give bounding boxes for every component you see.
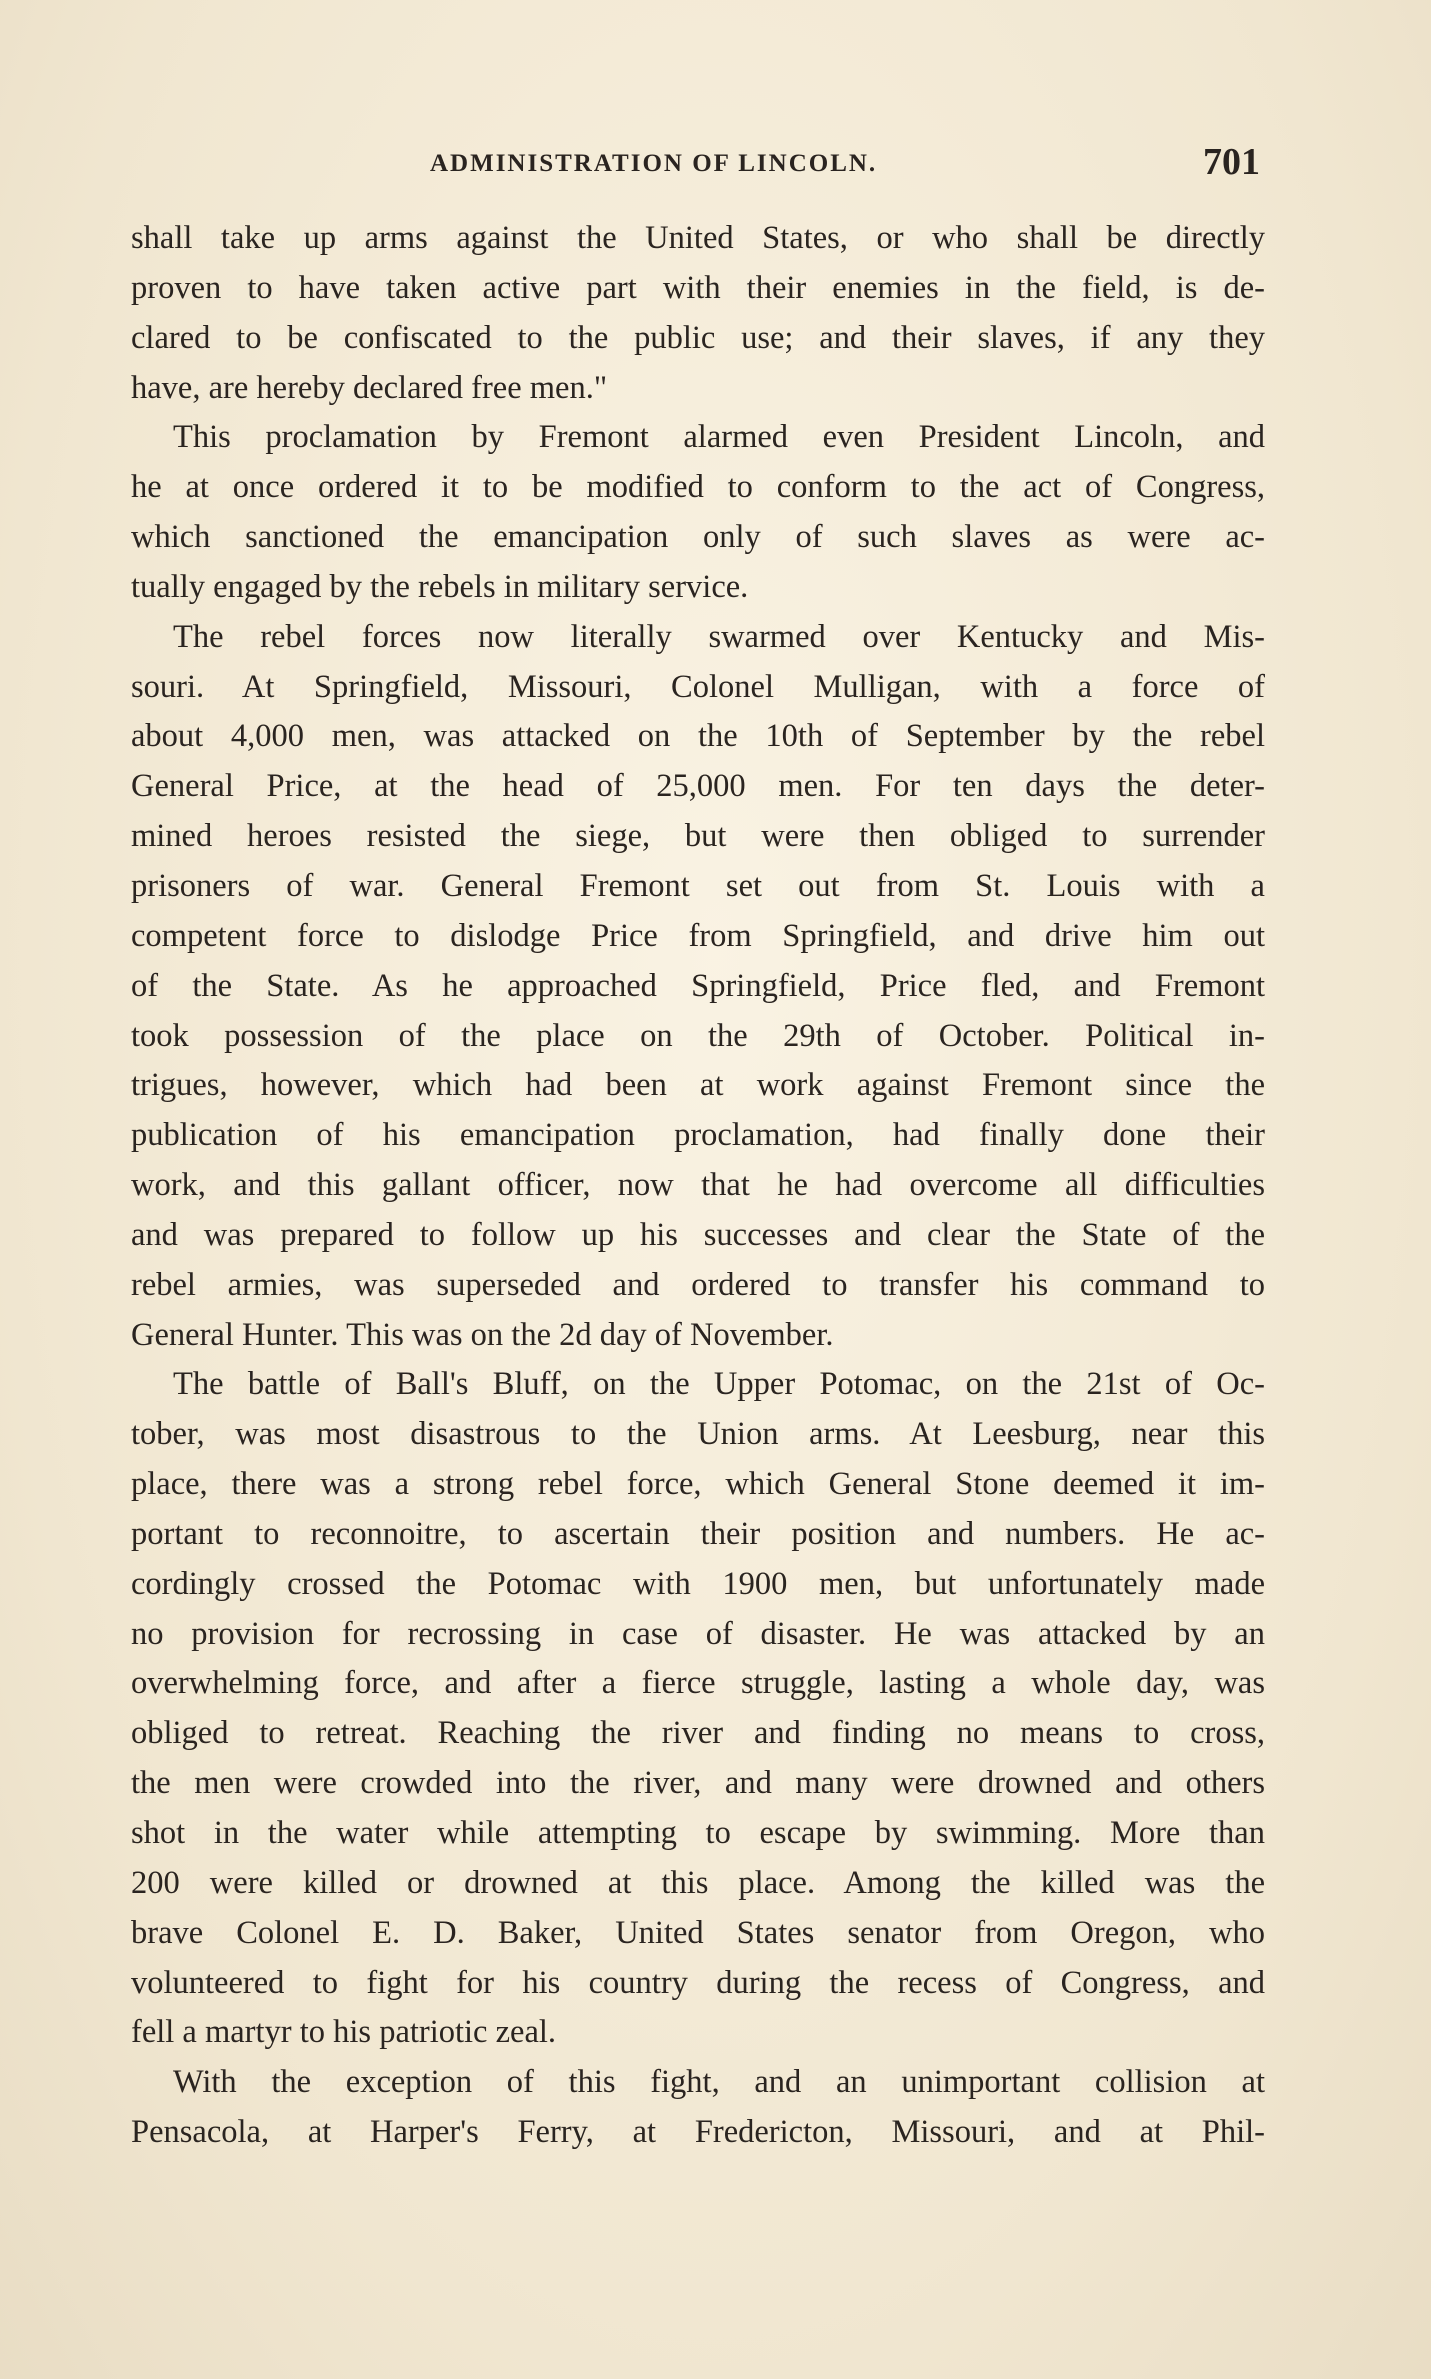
text-line: have, are hereby declared free men." [131, 369, 608, 406]
text-line: brave Colonel E. D. Baker, United States senator from Oregon, who [131, 1914, 1265, 1951]
body-text [131, 214, 1265, 2158]
text-line: obliged to retreat. Reaching the river and finding no means to cross, [131, 1715, 1265, 1752]
text-line: about 4,000 men, was attacked on the 10th of September by the rebel [131, 718, 1265, 755]
text-line: proven to have taken active part with their enemies in the field, is de- [131, 269, 1265, 306]
text-line: cordingly crossed the Potomac with 1900 men, but unfortunately made [131, 1565, 1265, 1602]
text-line: tually engaged by the rebels in military service. [131, 568, 749, 605]
text-line: he at once ordered it to be modified to conform to the act of Congress, [131, 469, 1265, 506]
text-line: work, and this gallant officer, now that he had overcome all difficulties [131, 1167, 1265, 1204]
text-line: trigues, however, which had been at work against Fremont since the [131, 1067, 1265, 1104]
text-line: This proclamation by Fremont alarmed even President Lincoln, and [173, 419, 1265, 456]
text-line: General Price, at the head of 25,000 men. For ten days the deter- [131, 768, 1265, 805]
text-line: Pensacola, at Harper's Ferry, at Fredericton, Missouri, and at Phil- [131, 2114, 1265, 2151]
text-line: publication of his emancipation proclamation, had finally done their [131, 1117, 1265, 1154]
text-line: which sanctioned the emancipation only of such slaves as were ac- [131, 519, 1265, 556]
text-line: fell a martyr to his patriotic zeal. [131, 2014, 557, 2051]
text-line: took possession of the place on the 29th of October. Political in- [131, 1017, 1265, 1054]
text-line: shot in the water while attempting to escape by swimming. More than [131, 1815, 1265, 1851]
text-line: overwhelming force, and after a fierce struggle, lasting a whole day, was [131, 1665, 1265, 1702]
text-line: rebel armies, was superseded and ordered to transfer his command to [131, 1266, 1265, 1303]
text-line: prisoners of war. General Fremont set out from St. Louis with a [131, 867, 1265, 904]
text-line: of the State. As he approached Springfield, Price fled, and Fremont [131, 967, 1265, 1004]
text-line: volunteered to fight for his country during the recess of Congress, and [131, 1964, 1265, 2001]
text-line: and was prepared to follow up his successes and clear the State of the [131, 1216, 1265, 1253]
text-line: shall take up arms against the United States, or who shall be directly [131, 220, 1265, 256]
text-line: clared to be confiscated to the public use; and their slaves, if any they [131, 319, 1265, 356]
text-line: competent force to dislodge Price from Springfield, and drive him out [131, 917, 1265, 954]
text-line: souri. At Springfield, Missouri, Colonel Mulligan, with a force of [131, 668, 1265, 705]
text-line: the men were crowded into the river, and many were drowned and others [131, 1765, 1265, 1802]
running-head [130, 141, 1270, 196]
text-line: General Hunter. This was on the 2d day of November. [131, 1316, 834, 1353]
text-line: tober, was most disastrous to the Union arms. At Leesburg, near this [131, 1416, 1265, 1453]
text-line: The rebel forces now literally swarmed over Kentucky and Mis- [173, 618, 1265, 655]
page-number: 701 [1203, 141, 1260, 183]
text-line: portant to reconnoitre, to ascertain their position and numbers. He ac- [131, 1515, 1265, 1552]
text-line: With the exception of this fight, and an unimportant collision at [173, 2064, 1265, 2101]
text-line: no provision for recrossing in case of disaster. He was attacked by an [131, 1615, 1265, 1652]
running-title: ADMINISTRATION OF LINCOLN. [430, 150, 878, 177]
text-line: The battle of Ball's Bluff, on the Upper Potomac, on the 21st of Oc- [173, 1366, 1265, 1403]
text-line: place, there was a strong rebel force, which General Stone deemed it im- [131, 1466, 1265, 1503]
text-line: mined heroes resisted the siege, but were then obliged to surrender [131, 818, 1265, 855]
text-line: 200 were killed or drowned at this place. Among the killed was the [131, 1864, 1265, 1901]
